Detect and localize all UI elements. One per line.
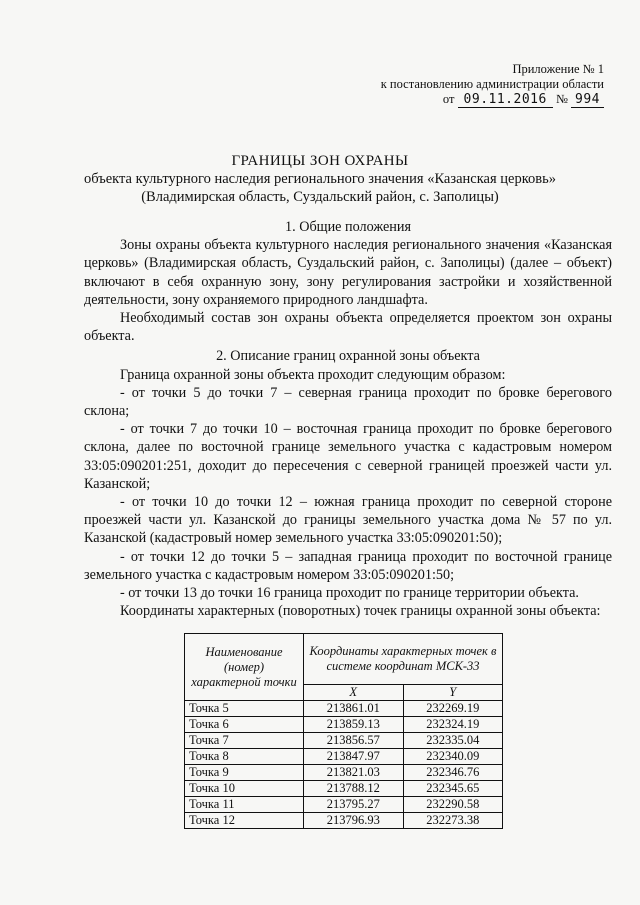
table-row: [185, 813, 503, 829]
point-name: Точка 9: [185, 765, 304, 781]
point-y: 232335.04: [403, 733, 503, 749]
point-y: 232269.19: [403, 701, 503, 717]
point-name: Точка 12: [185, 813, 304, 829]
table-row: [185, 701, 503, 717]
title-location: (Владимирская область, Суздальский район, с. Заполицы): [141, 189, 499, 205]
boundary-item: - от точки 10 до точки 12 – южная граница проходит по северной стороне проезжей части ул. Казанской до границы земельного участка дома № 57 по ул. Казанской (кадастровый номер земельного участка 33:05:090201:50);: [84, 494, 612, 547]
document-title: [0, 152, 640, 206]
point-x: 213788.12: [304, 781, 404, 797]
point-y: 232273.38: [403, 813, 503, 829]
boundary-item: - от точки 5 до точки 7 – северная граница проходит по бровке берегового склона;: [84, 384, 612, 420]
point-y: 232340.09: [403, 749, 503, 765]
document-body: [84, 218, 612, 620]
point-name: Точка 11: [185, 797, 304, 813]
point-name: Точка 10: [185, 781, 304, 797]
point-x: 213847.97: [304, 749, 404, 765]
boundary-item: - от точки 7 до точки 10 – восточная граница проходит по бровке берегового склона, далее по восточной границе земельного участка с кадастровым номером 33:05:090201:251, доходит до пересечения с северной границей проезжей части ул. Казанской;: [84, 421, 612, 492]
point-y: 232324.19: [403, 717, 503, 733]
col-y-header: Y: [403, 685, 503, 701]
point-name: Точка 7: [185, 733, 304, 749]
appendix-block: [381, 62, 604, 107]
table-row: [185, 749, 503, 765]
section1-heading: 1. Общие положения: [285, 219, 411, 235]
point-name: Точка 6: [185, 717, 304, 733]
table-row: [185, 765, 503, 781]
section1-paragraph-1: Зоны охраны объекта культурного наследия регионального значения «Казанская церковь» (Владимирская область, Суздальский район, с. Заполицы) (далее – объект) включают в себя охранную зону, зону регулирования застройки и хозяйственной деятельности, зону охраняемого природного ландшафта.: [84, 237, 612, 308]
section2-intro: Граница охранной зоны объекта проходит следующим образом:: [120, 366, 506, 383]
appendix-date-line: [381, 92, 604, 107]
title-main: ГРАНИЦЫ ЗОН ОХРАНЫ: [231, 153, 409, 169]
section1-paragraph-2: Необходимый состав зон охраны объекта определяется проектом зон охраны объекта.: [84, 310, 612, 345]
point-y: 232345.65: [403, 781, 503, 797]
point-x: 213795.27: [304, 797, 404, 813]
table-row: [185, 781, 503, 797]
coordinates-table: [184, 633, 503, 829]
boundary-item: - от точки 13 до точки 16 граница проходит по границе территории объекта.: [120, 585, 579, 602]
boundary-item: - от точки 12 до точки 5 – западная граница проходит по восточной границе земельного участка с кадастровым номером 33:05:090201:50;: [84, 548, 612, 583]
table-row: [185, 797, 503, 813]
handwritten-date: 09.11.2016: [458, 92, 553, 108]
appendix-resolution: к постановлению администрации области: [380, 77, 604, 91]
number-prefix: №: [555, 92, 568, 106]
col-coordinates-header: Координаты характерных точек в системе координат МСК-33: [304, 634, 503, 685]
handwritten-number: 994: [571, 92, 604, 108]
appendix-label: Приложение № 1: [512, 62, 604, 76]
col-point-name-header: Наименование (номер) характерной точки: [185, 634, 304, 701]
col-x-header: X: [304, 685, 404, 701]
date-prefix: от: [442, 92, 455, 106]
point-x: 213856.57: [304, 733, 404, 749]
point-x: 213859.13: [304, 717, 404, 733]
point-y: 232290.58: [403, 797, 503, 813]
point-x: 213821.03: [304, 765, 404, 781]
coordinates-intro: Координаты характерных (поворотных) точек границы охранной зоны объекта:: [120, 603, 601, 620]
table-row: [185, 717, 503, 733]
point-x: 213796.93: [304, 813, 404, 829]
section2-heading: 2. Описание границ охранной зоны объекта: [216, 348, 480, 365]
table-row: [185, 733, 503, 749]
point-name: Точка 5: [185, 701, 304, 717]
title-subject: объекта культурного наследия регионального значения «Казанская церковь»: [83, 171, 556, 187]
point-x: 213861.01: [304, 701, 404, 717]
point-y: 232346.76: [403, 765, 503, 781]
point-name: Точка 8: [185, 749, 304, 765]
